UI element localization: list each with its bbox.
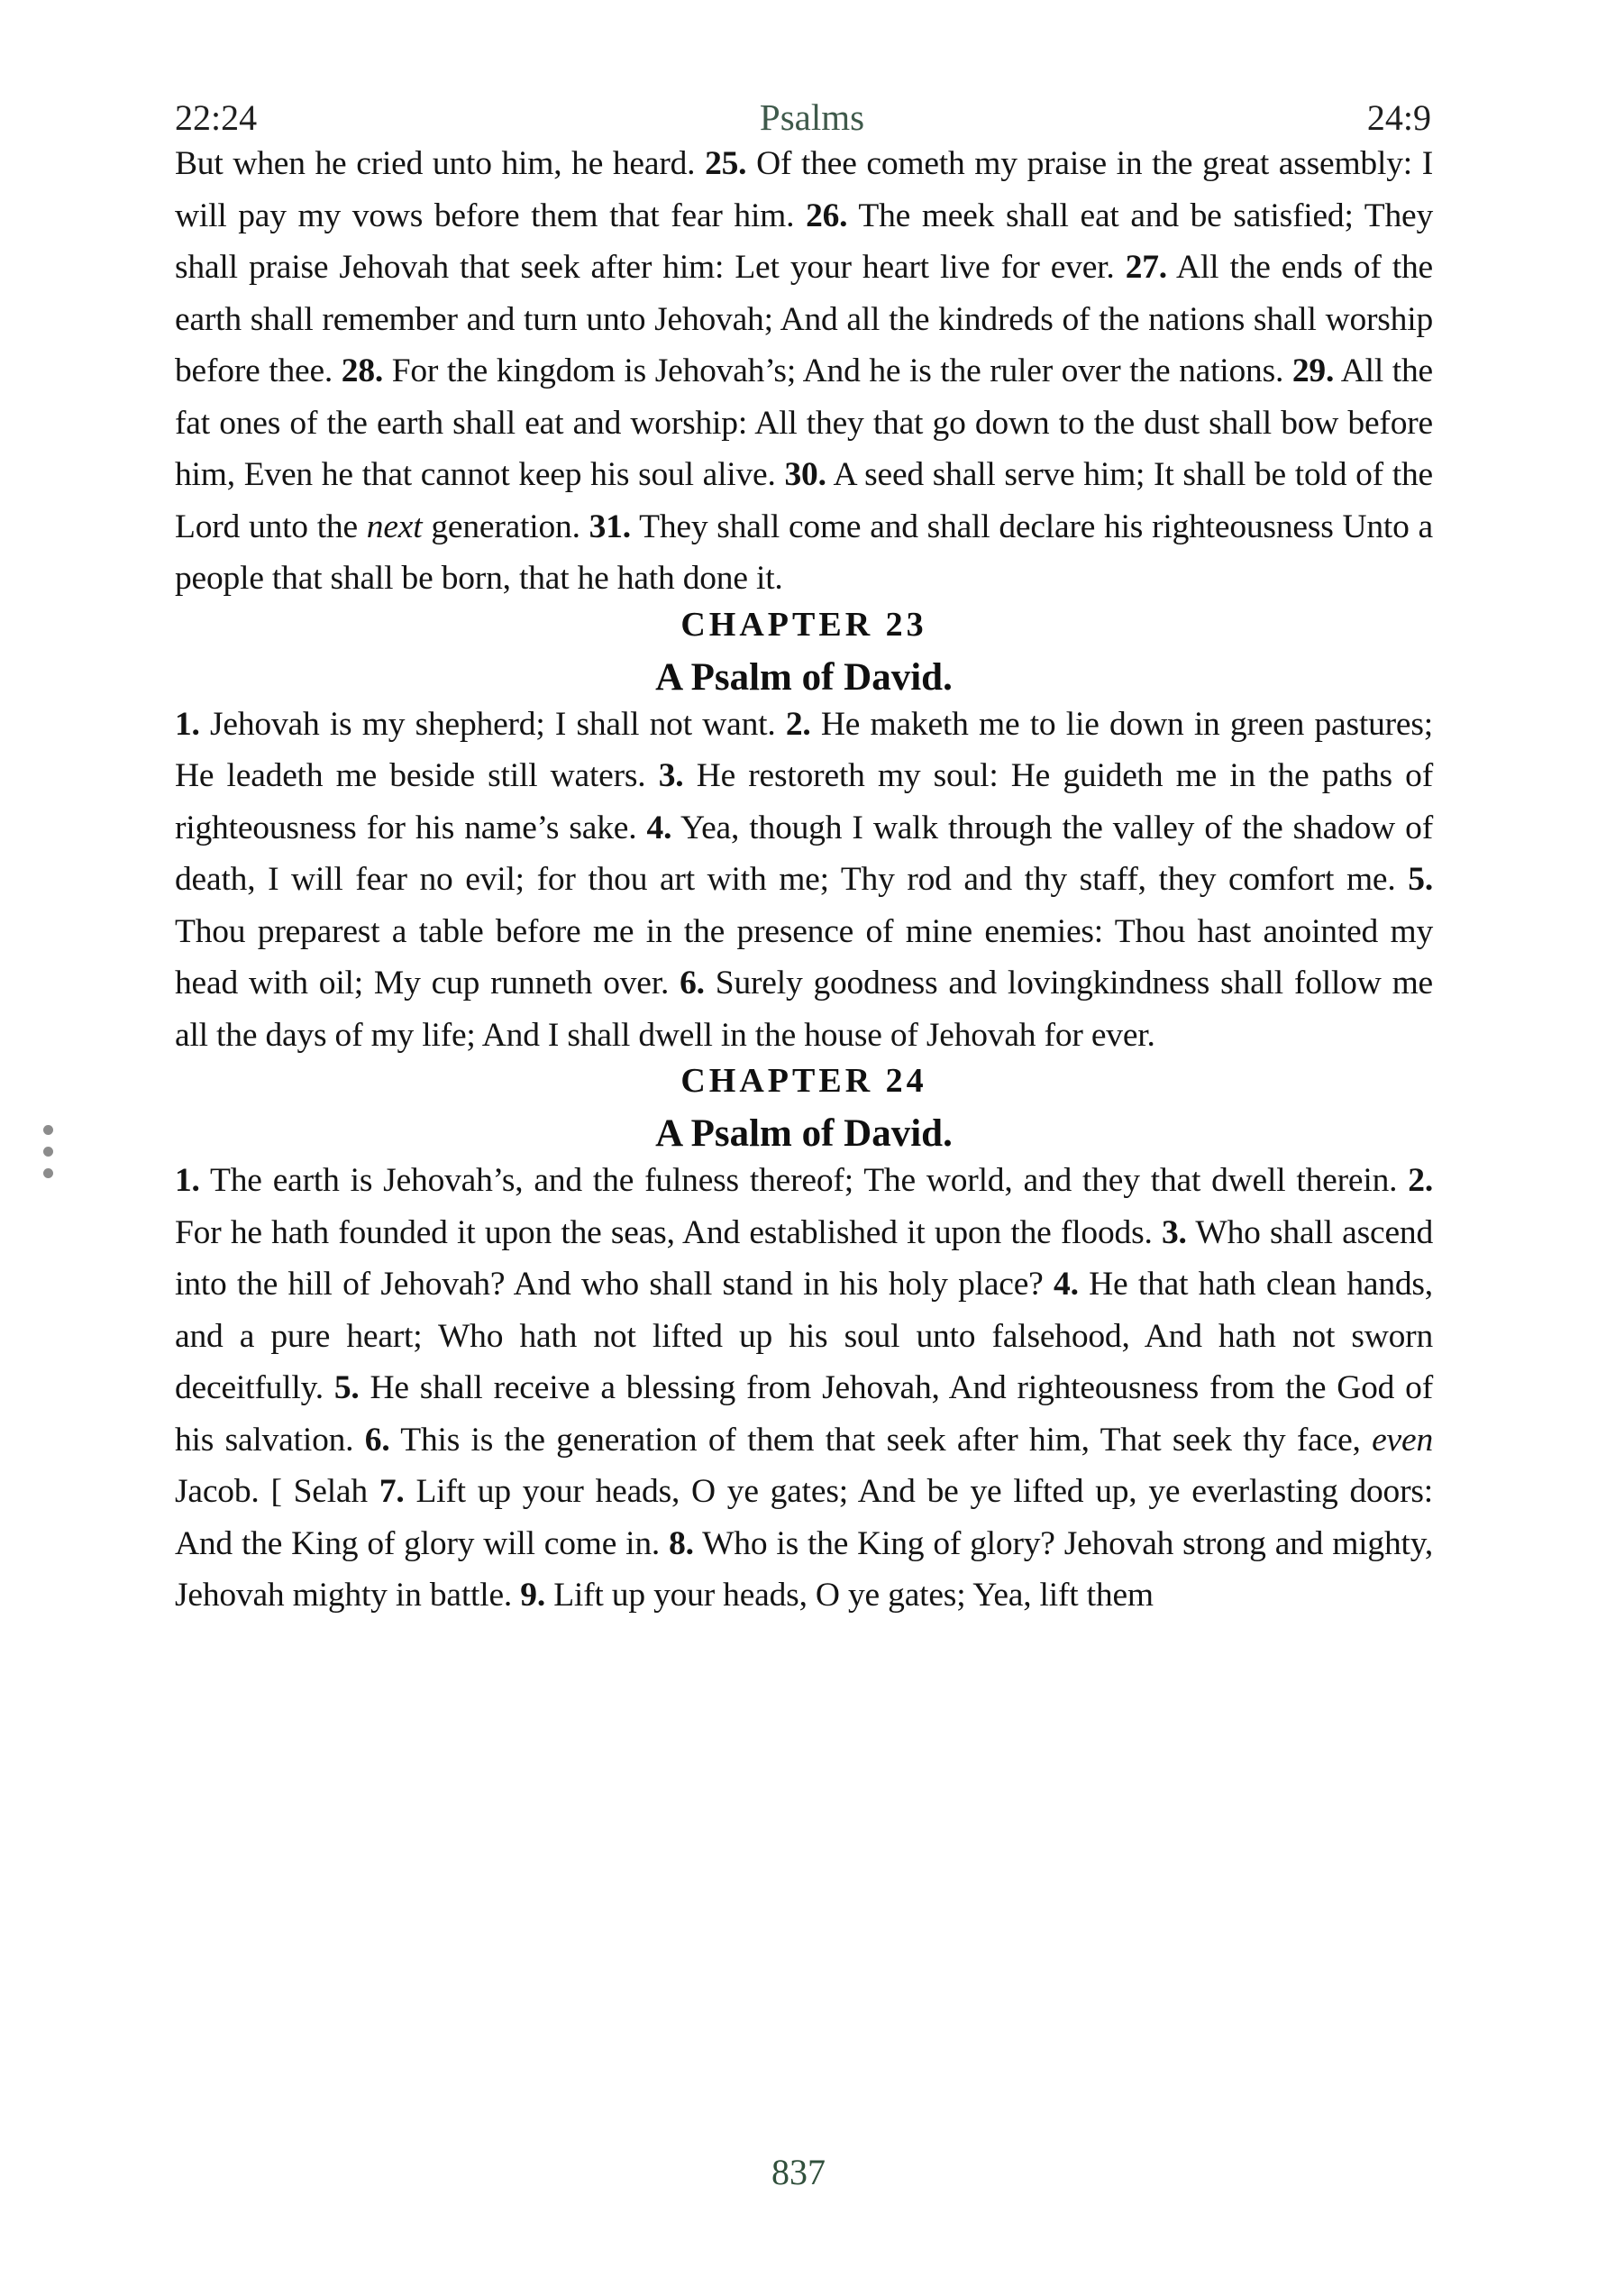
psalm-24-paragraph: 1. The earth is Jehovah’s, and the fulness thereof; The world, and they that dwell therein. 2. For he hath founded it upon the seas, And established it upon the floods. 3. Who shall ascend into the hill of Jehovah? And who shall stand in his holy place? 4. He that hath clean hands, and a pure heart; Who hath not lifted up his soul unto falsehood, And hath not sworn deceitfully. 5. He shall receive a blessing from Jehovah, And righteousness from the God of his salvation. 6. This is the generation of them that seek after him, That seek thy face, even Jacob. [ Selah 7. Lift up your heads, O ye gates; And be ye lifted up, ye everlasting doors: And the King of glory will come in. 8. Who is the King of glory? Jehovah strong and mighty, Jehovah mighty in battle. 9. Lift up your heads, O ye gates; Yea, lift them [175,1162,1434,1614]
header-book-title: Psalms [759,96,865,138]
vertical-ellipsis-icon [43,1125,53,1135]
chapter-23-heading: CHAPTER 23 [680,605,927,644]
page-menu-button[interactable] [40,1121,57,1182]
vertical-ellipsis-icon [43,1147,53,1157]
psalm-23-paragraph: 1. Jehovah is my shepherd; I shall not want. 2. He maketh me to lie down in green pastures; He leadeth me beside still waters. 3. He restoreth my soul: He guideth me in the paths of righteousness for his name’s sake. 4. Yea, though I walk through the valley of the shadow of death, I will fear no evil; for thou art with me; Thy rod and thy staff, they comfort me. 5. Thou preparest a table before me in the presence of mine enemies: Thou hast anointed my head with oil; My cup runneth over. 6. Surely goodness and lovingkindness shall follow me all the days of my life; And I shall dwell in the house of Jehovah for ever. [175,705,1433,1054]
chapter-23-subtitle: A Psalm of David. [655,655,953,699]
page-footer [0,2153,1597,2192]
vertical-ellipsis-icon [43,1168,53,1178]
running-header [175,0,1431,138]
chapter-24-subtitle: A Psalm of David. [655,1112,953,1155]
chapter-24-heading: CHAPTER 24 [680,1062,927,1100]
scripture-text-column [175,138,1433,1622]
header-start-reference: 22:24 [175,97,258,138]
page-number: 837 [771,2152,826,2192]
psalm-22-continuation-paragraph: But when he cried unto him, he heard. 25. Of thee cometh my praise in the great assembly: I will pay my vows before them that fear him. 26. The meek shall eat and be satisfied; They shall praise Jehovah that seek after him: Let your heart live for ever. 27. All the ends of the earth shall remember and turn unto Jehovah; And all the kindreds of the nations shall worship before thee. 28. For the kingdom is Jehovah’s; And he is the ruler over the nations. 29. All the fat ones of the earth shall eat and worship: All they that go down to the dust shall bow before him, Even he that cannot keep his soul alive. 30. A seed shall serve him; It shall be told of the Lord unto the next generation. 31. They shall come and shall declare his righteousness Unto a people that shall be born, that he hath done it. [175,145,1434,597]
header-end-reference: 24:9 [1366,97,1431,138]
